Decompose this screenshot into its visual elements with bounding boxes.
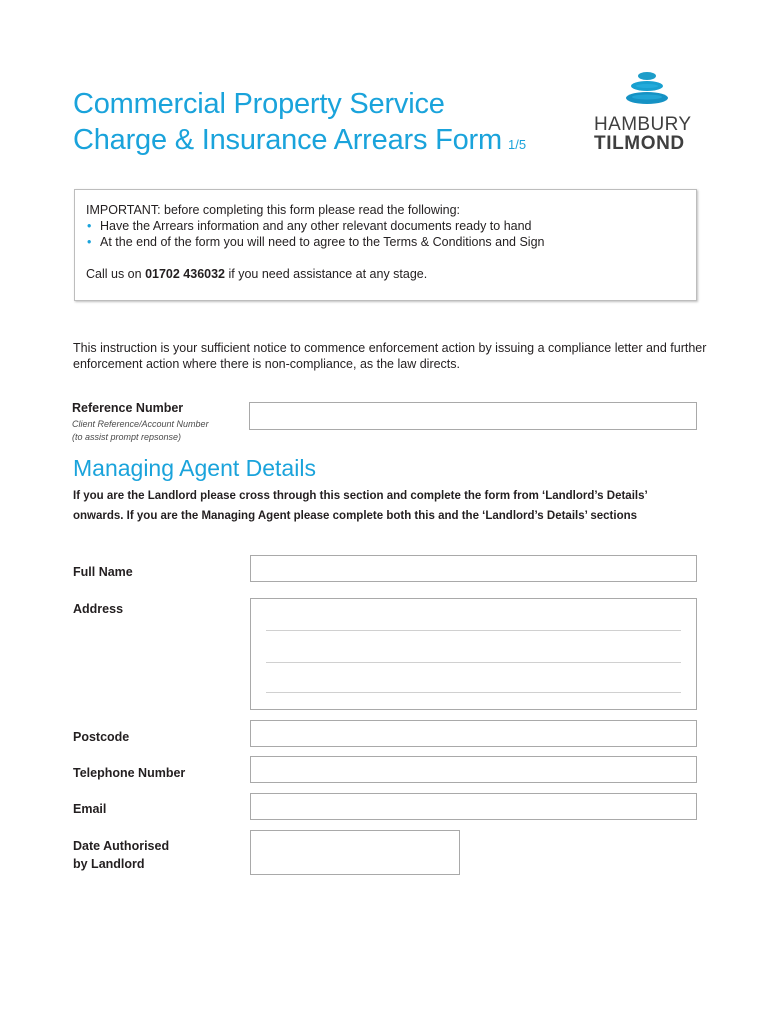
instructions-line-1: If you are the Landlord please cross through this section and complete the form from ‘Landlord’s Details’ — [73, 490, 648, 502]
page-indicator: 1/5 — [507, 137, 527, 152]
managing-agent-instructions — [73, 486, 713, 526]
date-authorised-field-box — [250, 830, 460, 875]
address-input-area[interactable] — [250, 598, 697, 710]
call-suffix: if you need assistance at any stage. — [225, 267, 428, 281]
reference-number-label: Reference Number — [72, 401, 184, 415]
call-prefix: Call us on — [86, 267, 146, 281]
title-line-2: Charge & Insurance Arrears Form — [73, 124, 502, 156]
telephone-label: Telephone Number — [73, 766, 186, 780]
brand-name-hambury: HAMBURY — [594, 114, 692, 135]
full-name-input[interactable] — [251, 556, 696, 581]
reference-number-field-box — [249, 402, 697, 430]
important-bullet-list — [86, 218, 686, 250]
date-authorised-label-line-2: by Landlord — [73, 857, 145, 871]
reference-hint-line-1: Client Reference/Account Number — [72, 419, 209, 429]
enforcement-notice: This instruction is your sufficient notice to commence enforcement action by issuing a compliance letter and further enforcement action where there is non-compliance, as the law directs. — [73, 341, 707, 371]
email-input[interactable] — [251, 794, 696, 819]
important-bullet: • Have the Arrears information and any other relevant documents ready to hand — [86, 218, 686, 234]
postcode-field-box — [250, 720, 697, 747]
telephone-input[interactable] — [251, 757, 696, 782]
managing-agent-heading: Managing Agent Details — [73, 455, 316, 481]
important-notice-box — [74, 189, 697, 301]
title-line-1: Commercial Property Service — [73, 88, 445, 120]
date-authorised-label-line-1: Date Authorised — [73, 839, 170, 853]
instructions-line-2: onwards. If you are the Managing Agent please complete both this and the ‘Landlord’s Details’ sections — [73, 510, 638, 522]
reference-number-hint — [72, 418, 209, 444]
stacked-stones-icon — [620, 70, 676, 110]
email-label: Email — [73, 802, 107, 816]
address-label: Address — [73, 602, 124, 616]
address-line-1 — [266, 630, 681, 631]
telephone-field-box — [250, 756, 697, 783]
full-name-label: Full Name — [73, 565, 133, 579]
reference-hint-line-2: (to assist prompt repsonse) — [72, 432, 182, 442]
form-title — [73, 86, 526, 163]
important-bullet: • At the end of the form you will need to agree to the Terms & Conditions and Sign — [86, 234, 686, 250]
brand-name-tilmond: TILMOND — [594, 133, 685, 154]
address-line-2 — [266, 662, 681, 663]
full-name-field-box — [250, 555, 697, 582]
address-line-3 — [266, 692, 681, 693]
email-field-box — [250, 793, 697, 820]
reference-number-input[interactable] — [250, 403, 696, 429]
postcode-input[interactable] — [251, 721, 696, 746]
important-intro: IMPORTANT: before completing this form please read the following: — [86, 203, 461, 217]
call-us-text — [86, 266, 686, 282]
postcode-label: Postcode — [73, 730, 130, 744]
phone-number: 01702 436032 — [145, 267, 226, 281]
date-authorised-input[interactable] — [251, 831, 459, 874]
hambury-tilmond-logo — [594, 70, 704, 154]
date-authorised-label — [73, 837, 169, 873]
